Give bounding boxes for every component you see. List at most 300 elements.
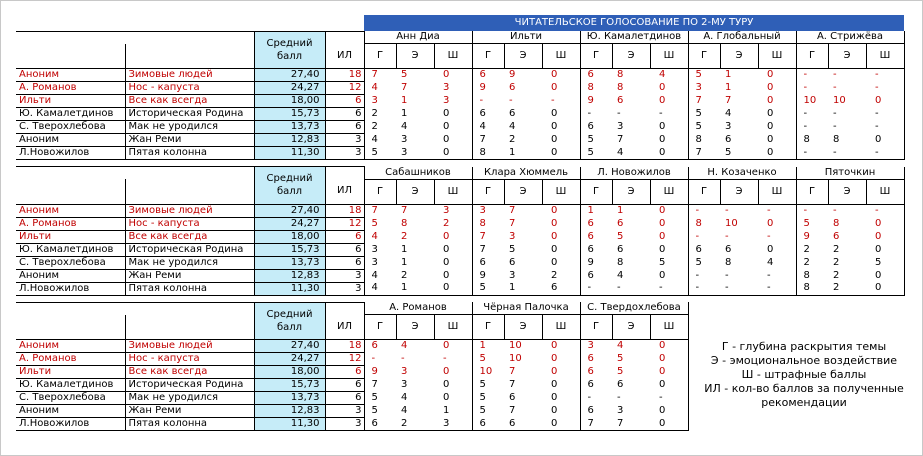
score-sh: 0 [650, 230, 688, 243]
avg-header: Средний балл [254, 167, 325, 205]
table-row [16, 230, 904, 243]
table-row [16, 204, 904, 217]
block-gap [16, 295, 904, 302]
score-header: Э [396, 44, 434, 69]
table-row [16, 217, 904, 230]
score-e: 10 [725, 217, 738, 229]
average-score: 11,30 [254, 418, 325, 431]
score-sh: 2 [542, 269, 580, 282]
score-e: 6 [617, 217, 624, 229]
score-e: 6 [617, 95, 624, 106]
score-e: 7 [509, 379, 516, 390]
score-sh: 4 [758, 256, 796, 269]
score-header: Г [580, 44, 612, 69]
score-e: 2 [833, 243, 840, 255]
score-e: 6 [509, 256, 516, 268]
score-g: - [364, 353, 396, 366]
score-g: - [688, 230, 720, 243]
score-sh: - [866, 121, 904, 134]
average-score: 11,30 [254, 282, 325, 295]
average-score: 27,40 [254, 69, 325, 82]
score-header: Э [612, 44, 650, 69]
score-sh: - [758, 230, 796, 243]
score-g: - [580, 282, 612, 295]
score-sh: 0 [542, 379, 580, 392]
score-sh: 0 [650, 204, 688, 217]
score-sh: - [866, 204, 904, 217]
score-e: - [725, 269, 729, 281]
il-score: 3 [325, 269, 364, 282]
score-e: - [833, 121, 837, 132]
score-e: 3 [401, 366, 408, 377]
empty-area [688, 315, 904, 340]
score-sh: 0 [542, 366, 580, 379]
score-e: 2 [509, 134, 516, 145]
score-g: - [472, 95, 504, 108]
score-g: 5 [472, 405, 504, 418]
score-sh: 0 [758, 147, 796, 160]
score-sh: 0 [758, 134, 796, 147]
score-sh: 0 [650, 366, 688, 379]
score-header: Э [720, 44, 758, 69]
score-header: Э [828, 179, 866, 204]
score-sh: 0 [542, 134, 580, 147]
score-sh: 0 [758, 121, 796, 134]
score-e: 1 [725, 82, 732, 93]
average-score: 15,73 [254, 108, 325, 121]
table-row [16, 147, 904, 160]
score-g: 4 [364, 134, 396, 147]
score-g: 2 [796, 243, 828, 256]
average-score: 11,30 [254, 147, 325, 160]
score-e: 8 [401, 217, 408, 229]
author-name: С. Тверохлебова [16, 256, 125, 269]
il-score: 6 [325, 95, 364, 108]
legend [690, 340, 918, 410]
juror-name: А. Глобальный [688, 31, 796, 44]
score-g: 7 [472, 243, 504, 256]
score-g: 6 [580, 69, 612, 82]
table-row [16, 95, 904, 108]
score-sh: 0 [542, 256, 580, 269]
il-score: 12 [325, 353, 364, 366]
score-e: 2 [833, 269, 840, 281]
score-sh: 0 [434, 256, 472, 269]
il-score: 3 [325, 418, 364, 431]
average-score: 12,83 [254, 134, 325, 147]
score-g: 3 [580, 340, 612, 353]
score-g: 6 [580, 230, 612, 243]
score-e: 1 [504, 147, 542, 160]
average-score: 18,00 [254, 366, 325, 379]
score-g: 9 [580, 256, 612, 269]
score-g: 6 [580, 405, 612, 418]
score-g: 4 [472, 121, 504, 134]
score-e: 3 [396, 147, 434, 160]
score-g: 7 [688, 147, 720, 160]
score-e: 5 [617, 230, 624, 242]
score-sh: - [758, 204, 796, 217]
score-g: 5 [688, 108, 720, 121]
score-e: 10 [509, 340, 522, 352]
juror-name: Клара Хюммель [472, 167, 580, 180]
author-name: Л.Новожилов [16, 282, 125, 295]
il-score: 6 [325, 121, 364, 134]
average-score: 24,27 [254, 82, 325, 95]
score-g: 6 [580, 269, 612, 282]
work-title: Все как всегда [125, 230, 254, 243]
score-g: 7 [364, 69, 396, 82]
score-e: 2 [833, 256, 840, 268]
author-name: Аноним [16, 405, 125, 418]
score-g: 6 [364, 418, 396, 431]
average-score: 15,73 [254, 243, 325, 256]
juror-name: Ю. Камалетдинов [580, 31, 688, 44]
score-e: - [725, 204, 729, 216]
score-g: 5 [364, 147, 396, 160]
score-g: 8 [688, 134, 720, 147]
score-g: 9 [472, 82, 504, 95]
page-title: ЧИТАТЕЛЬСКОЕ ГОЛОСОВАНИЕ ПО 2-МУ ТУРУ [364, 15, 904, 31]
score-sh: 0 [542, 353, 580, 366]
score-e: 4 [612, 147, 650, 160]
table-row [16, 243, 904, 256]
score-g: - [796, 121, 828, 134]
il-score: 18 [325, 204, 364, 217]
juror-name: Сабашников [364, 167, 472, 180]
score-g: 4 [364, 269, 396, 282]
score-g: 6 [580, 353, 612, 366]
work-title: Нос - капуста [125, 353, 254, 366]
score-sh: 0 [434, 69, 472, 82]
score-sh: 1 [434, 405, 472, 418]
score-sh: - [650, 282, 688, 295]
score-sh: 0 [650, 353, 688, 366]
score-e: 1 [504, 282, 542, 295]
score-sh: 0 [758, 108, 796, 121]
score-sh: 0 [542, 204, 580, 217]
score-e: 7 [612, 418, 650, 431]
juror-name: Н. Козаченко [688, 167, 796, 180]
il-score: 3 [325, 134, 364, 147]
average-score: 15,73 [254, 379, 325, 392]
score-sh: - [866, 108, 904, 121]
work-title: Пятая колонна [125, 418, 254, 431]
score-sh: 4 [650, 69, 688, 82]
score-header: Ш [758, 44, 796, 69]
corner-cell [325, 31, 364, 44]
table-row [16, 121, 904, 134]
score-g: 1 [580, 204, 612, 217]
score-sh: 0 [434, 269, 472, 282]
score-g: 8 [688, 217, 720, 230]
score-e: 2 [401, 269, 408, 281]
score-g: 3 [364, 95, 396, 108]
score-sh: 0 [434, 379, 472, 392]
work-title: Все как всегда [125, 95, 254, 108]
score-e: 6 [617, 379, 624, 390]
score-sh: 0 [650, 243, 688, 256]
score-e: 6 [509, 82, 516, 93]
il-score: 12 [325, 217, 364, 230]
table-row [16, 134, 904, 147]
score-g: 9 [364, 366, 396, 379]
score-header: Г [688, 179, 720, 204]
average-score: 24,27 [254, 353, 325, 366]
legend-g: Г - глубина раскрытия темы [721, 340, 887, 353]
score-sh: 0 [434, 392, 472, 405]
il-score: 18 [325, 69, 364, 82]
score-sh: - [866, 69, 904, 82]
score-header: Э [504, 44, 542, 69]
author-name: Л.Новожилов [16, 418, 125, 431]
author-name: Л.Новожилов [16, 147, 125, 160]
score-sh: 0 [650, 418, 688, 431]
juror-name: А. Стрижёва [796, 31, 904, 44]
il-score: 6 [325, 243, 364, 256]
score-g: - [796, 108, 828, 121]
score-sh: 0 [650, 134, 688, 147]
header-blank [125, 44, 254, 69]
score-g: 6 [688, 243, 720, 256]
score-header: Э [612, 315, 650, 340]
score-e: - [725, 230, 729, 242]
il-score: 6 [325, 392, 364, 405]
work-title: Мак не уродился [125, 256, 254, 269]
author-name: Аноним [16, 204, 125, 217]
work-title: Зимовые людей [125, 69, 254, 82]
score-g: 5 [688, 121, 720, 134]
legend-sh: Ш - штрафные баллы [741, 368, 867, 381]
score-e: 3 [401, 379, 408, 390]
score-g: 5 [472, 392, 504, 405]
score-sh: 0 [542, 230, 580, 243]
score-sh: 2 [434, 217, 472, 230]
score-sh: 0 [542, 340, 580, 353]
score-sh: 0 [542, 69, 580, 82]
work-title: Пятая колонна [125, 282, 254, 295]
score-g: 5 [688, 69, 720, 82]
score-header: Г [364, 179, 396, 204]
score-g: - [796, 69, 828, 82]
average-score: 13,73 [254, 121, 325, 134]
score-g: 6 [580, 379, 612, 392]
score-g: 8 [472, 147, 504, 160]
score-e: 8 [833, 217, 840, 229]
score-header: Г [688, 44, 720, 69]
score-g: 3 [472, 204, 504, 217]
author-name: А. Романов [16, 217, 125, 230]
score-sh: 3 [434, 418, 472, 431]
table-row [16, 82, 904, 95]
juror-name: А. Романов [364, 302, 472, 315]
score-g: 9 [472, 269, 504, 282]
score-sh: - [542, 95, 580, 108]
score-header: Ш [650, 44, 688, 69]
score-g: - [796, 82, 828, 95]
score-header: Г [796, 44, 828, 69]
il-score: 18 [325, 340, 364, 353]
score-g: 9 [580, 95, 612, 108]
author-name: Ю. Камалетдинов [16, 108, 125, 121]
corner-cell [325, 167, 364, 180]
score-e: 8 [617, 82, 624, 93]
header-blank [16, 179, 125, 204]
score-g: 8 [796, 134, 828, 147]
score-e: 8 [617, 69, 624, 81]
score-sh: 0 [434, 134, 472, 147]
corner-cell [16, 31, 125, 44]
corner-cell [16, 167, 125, 180]
score-sh: 0 [650, 147, 688, 160]
corner-cell [325, 302, 364, 315]
score-e: 1 [725, 69, 732, 81]
score-sh: 0 [758, 95, 796, 108]
empty-area [688, 418, 904, 431]
score-sh: - [650, 108, 688, 121]
score-sh: 0 [542, 121, 580, 134]
average-score: 18,00 [254, 230, 325, 243]
il-score: 12 [325, 82, 364, 95]
score-g: 6 [580, 217, 612, 230]
score-g: 2 [796, 256, 828, 269]
legend-e: Э - эмоциональное воздействие [710, 354, 898, 367]
juror-name: Анн Диа [364, 31, 472, 44]
score-e: 3 [401, 134, 408, 145]
score-g: - [796, 147, 828, 160]
score-header: Ш [542, 44, 580, 69]
score-sh: 3 [434, 82, 472, 95]
score-g: 5 [364, 217, 396, 230]
work-title: Все как всегда [125, 366, 254, 379]
score-e: 6 [617, 243, 624, 255]
score-e: 5 [617, 366, 624, 377]
score-sh: 0 [758, 69, 796, 82]
score-sh: 0 [650, 269, 688, 282]
score-sh: 0 [434, 340, 472, 353]
score-e: 6 [509, 108, 516, 119]
score-header: Г [580, 315, 612, 340]
score-sh: 6 [542, 282, 580, 295]
il-score: 3 [325, 405, 364, 418]
work-title: Пятая колонна [125, 147, 254, 160]
score-g: - [688, 269, 720, 282]
score-g: 6 [472, 418, 504, 431]
score-g: 7 [364, 204, 396, 217]
score-sh: 0 [542, 418, 580, 431]
score-g: 6 [472, 108, 504, 121]
work-title: Историческая Родина [125, 243, 254, 256]
score-g: 3 [364, 256, 396, 269]
average-score: 13,73 [254, 256, 325, 269]
average-score: 27,40 [254, 340, 325, 353]
score-g: 5 [580, 134, 612, 147]
score-header: Г [580, 179, 612, 204]
score-e: 6 [504, 418, 542, 431]
score-g: 5 [472, 379, 504, 392]
score-g: 6 [580, 121, 612, 134]
average-score: 12,83 [254, 269, 325, 282]
score-g: 8 [796, 282, 828, 295]
author-name: Ю. Камалетдинов [16, 379, 125, 392]
score-sh: 0 [650, 121, 688, 134]
score-e: - [833, 69, 837, 81]
score-header: Э [720, 179, 758, 204]
score-sh: - [758, 282, 796, 295]
score-g: 5 [580, 147, 612, 160]
table-row [16, 69, 904, 82]
score-e: 1 [396, 282, 434, 295]
score-e: - [401, 353, 405, 364]
score-g: - [580, 392, 612, 405]
score-sh: 0 [434, 366, 472, 379]
score-g: 7 [688, 95, 720, 108]
score-g: 7 [580, 418, 612, 431]
score-e: 4 [509, 121, 516, 132]
author-name: Аноним [16, 340, 125, 353]
avg-header: Средний балл [254, 302, 325, 340]
score-g: 10 [796, 95, 828, 108]
corner-cell [16, 302, 125, 315]
avg-header: Средний балл [254, 31, 325, 69]
score-sh: 0 [434, 243, 472, 256]
score-g: 2 [364, 108, 396, 121]
score-sh: - [650, 392, 688, 405]
score-e: 3 [617, 121, 624, 132]
score-sh: 0 [434, 121, 472, 134]
score-sh: 0 [650, 217, 688, 230]
score-header: Ш [542, 315, 580, 340]
score-sh: 0 [650, 379, 688, 392]
score-header: Г [364, 315, 396, 340]
score-g: - [796, 204, 828, 217]
table-row [16, 108, 904, 121]
average-score: 24,27 [254, 217, 325, 230]
score-e: 1 [617, 204, 624, 216]
work-title: Мак не уродился [125, 121, 254, 134]
il-score: 6 [325, 379, 364, 392]
score-header: Ш [650, 315, 688, 340]
score-e: - [833, 204, 837, 216]
corner-cell [125, 302, 254, 315]
score-g: 7 [364, 379, 396, 392]
score-sh: 0 [434, 108, 472, 121]
score-header: Г [364, 44, 396, 69]
score-header: Г [472, 179, 504, 204]
author-name: Аноним [16, 134, 125, 147]
score-sh: 3 [434, 95, 472, 108]
score-e: - [828, 147, 866, 160]
score-e: 7 [617, 134, 624, 145]
score-e: 4 [401, 392, 408, 403]
average-score: 13,73 [254, 392, 325, 405]
author-name: Ю. Камалетдинов [16, 243, 125, 256]
score-e: 1 [401, 95, 408, 106]
score-g: 6 [472, 256, 504, 269]
score-sh: 0 [650, 95, 688, 108]
score-header: Ш [434, 315, 472, 340]
score-sh: 0 [650, 82, 688, 95]
work-title: Зимовые людей [125, 340, 254, 353]
score-sh: - [434, 353, 472, 366]
score-e: 3 [617, 405, 624, 416]
score-e: 5 [401, 69, 408, 81]
score-e: 8 [617, 256, 624, 268]
work-title: Мак не уродился [125, 392, 254, 405]
score-header: Г [472, 315, 504, 340]
score-g: 5 [796, 217, 828, 230]
score-g: 8 [472, 217, 504, 230]
